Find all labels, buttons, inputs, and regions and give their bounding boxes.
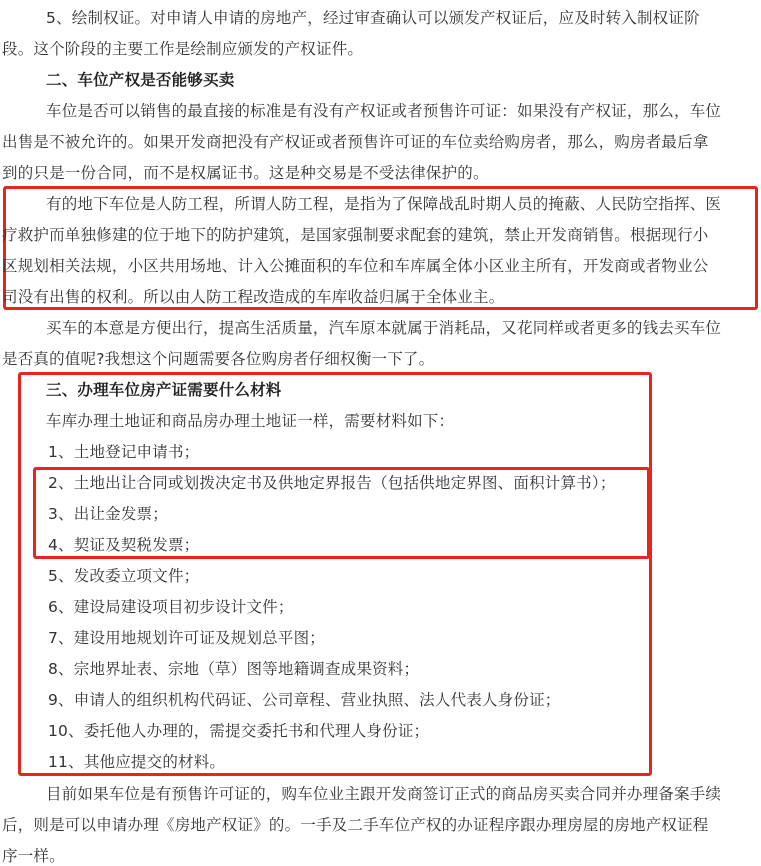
section-heading-2: 二、车位产权是否能够买卖 — [46, 71, 235, 89]
presale-line-3: 序一样。 — [2, 847, 65, 865]
step5-line-2: 段。这个阶段的主要工作是绘制应颁发的产权证件。 — [2, 40, 364, 58]
civil-line-4: 司没有出售的权利。所以由人防工程改造成的车库收益归属于全体业主。 — [2, 288, 505, 306]
materials-item-2: 2、土地出让合同或划拨决定书及供地定界报告（包括供地定界图、面积计算书）； — [48, 474, 616, 492]
civil-line-3: 区规划相关法规，小区共用场地、计入公摊面积的车位和车库属全体小区业主所有，开发商或者物业公 — [2, 257, 709, 275]
step5-line-1: 5、绘制权证。对申请人申请的房地产，经过审查确认可以颁发产权证后，应及时转入制权证阶 — [46, 9, 700, 27]
presale-line-1: 目前如果车位是有预售许可证的，购车位业主跟开发商签订正式的商品房买卖合同并办理备案手续 — [46, 785, 722, 803]
materials-item-7: 7、建设用地规划许可证及规划总平图； — [48, 629, 325, 647]
materials-item-3: 3、出让金发票； — [48, 505, 168, 523]
materials-item-6: 6、建设局建设项目初步设计文件； — [48, 598, 294, 616]
sale-line-3: 到的只是一份合同，而不是权属证书。这是种交易是不受法律保护的。 — [2, 164, 489, 182]
materials-item-4: 4、契证及契税发票； — [48, 536, 200, 554]
presale-line-2: 后，则是可以申请办理《房地产权证》的。一手及二手车位产权的办证程序跟办理房屋的房地产权证程 — [2, 816, 709, 834]
materials-item-10: 10、委托他人办理的，需提交委托书和代理人身份证； — [48, 722, 430, 740]
sale-line-2: 出售是不被允许的。如果开发商把没有产权证或者预售许可证的车位卖给购房者，那么，购房者最后拿 — [2, 133, 709, 151]
sale-line-1: 车位是否可以销售的最直接的标准是有没有产权证或者预售许可证：如果没有产权证，那么，车位 — [46, 102, 722, 120]
civil-line-2: 疗救护而单独修建的位于地下的防护建筑，是国家强制要求配套的建筑，禁止开发商销售。根据现行小 — [2, 226, 709, 244]
materials-item-11: 11、其他应提交的材料。 — [48, 753, 226, 771]
materials-intro: 车库办理土地证和商品房办理土地证一样，需要材料如下： — [46, 412, 455, 430]
buy-line-1: 买车的本意是方便出行，提高生活质量，汽车原本就属于消耗品，又花同样或者更多的钱去买车位 — [46, 319, 722, 337]
materials-item-9: 9、申请人的组织机构代码证、公司章程、营业执照、法人代表人身份证； — [48, 691, 561, 709]
materials-item-8: 8、宗地界址表、宗地（草）图等地籍调查成果资料； — [48, 660, 420, 678]
civil-line-1: 有的地下车位是人防工程，所谓人防工程，是指为了保障战乱时期人员的掩蔽、人民防空指挥、医 — [46, 195, 722, 213]
buy-line-2: 是否真的值呢?我想这个问题需要各位购房者仔细权衡一下了。 — [2, 350, 435, 368]
section-heading-3: 三、办理车位房产证需要什么材料 — [46, 381, 282, 399]
materials-item-1: 1、土地登记申请书； — [48, 443, 200, 461]
materials-item-5: 5、发改委立项文件； — [48, 567, 200, 585]
